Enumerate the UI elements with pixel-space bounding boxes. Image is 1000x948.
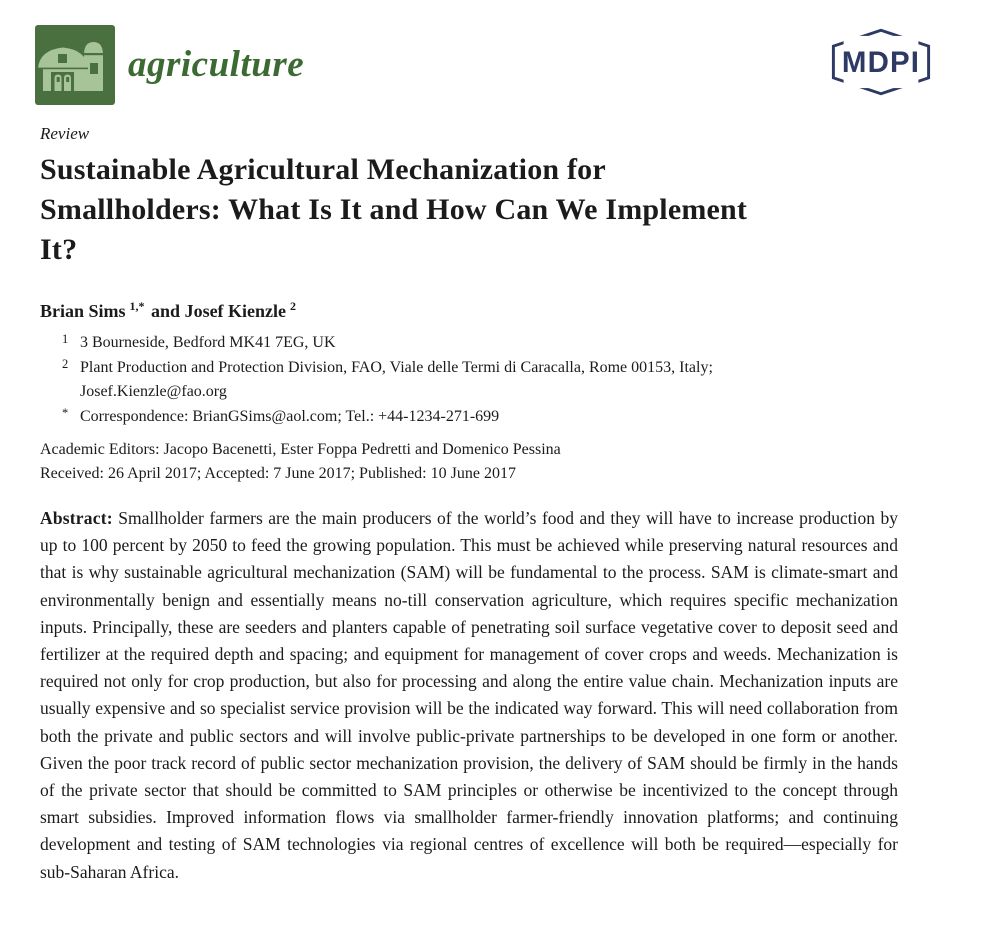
author-marker-2: 2 (290, 299, 297, 313)
author-marker-1: 1,* (129, 299, 145, 313)
publication-history-line: Received: 26 April 2017; Accepted: 7 June 2017; Published: 10 June 2017 (40, 465, 516, 482)
affiliation-text: 3 Bourneside, Bedford MK41 7EG, UK (80, 334, 336, 351)
journal-brand (35, 25, 304, 105)
authors-line (40, 299, 298, 322)
affiliation-text: Plant Production and Protection Division, FAO, Viale delle Termi di Caracalla, Rome 00153, Italy; Josef.Kienzle@fao.org (80, 358, 713, 400)
journal-name: agriculture (128, 44, 305, 85)
agriculture-barn-icon (35, 25, 115, 105)
affiliation-item (40, 356, 860, 405)
academic-editors-line: Academic Editors: Jacopo Bacenetti, Ester Foppa Pedretti and Domenico Pessina (40, 441, 561, 458)
affiliation-marker: 2 (62, 356, 69, 371)
correspondence-text: Correspondence: BrianGSims@aol.com; Tel.: +44-1234-271-699 (80, 407, 500, 425)
author-name-1: Brian Sims (40, 301, 126, 321)
abstract-paragraph (40, 505, 898, 886)
authors-connector: and (151, 301, 181, 321)
mdpi-logo (812, 28, 950, 96)
affiliation-marker: 1 (62, 332, 69, 346)
affiliations-block (40, 331, 860, 429)
affiliation-item (40, 331, 860, 356)
mdpi-wordmark: MDPI (841, 46, 921, 80)
affiliation-item (40, 405, 860, 430)
editorial-block (40, 438, 900, 486)
author-name-2: Josef Kienzle (184, 301, 287, 321)
correspondence-marker: * (62, 405, 69, 420)
article-title: Sustainable Agricultural Mechanization for Smallholders: What Is It and How Can We Implement It? (40, 153, 748, 266)
article-type-label: Review (40, 124, 90, 143)
abstract-text: Smallholder farmers are the main producers of the world’s food and they will have to increase production by up to 100 percent by 2050 to feed the growing population. This must be achieved while preserving natural resources and that is why sustainable agricultural mechanization (SAM) will be fundamental to the process. SAM is climate-smart and environmentally benign and essentially means no-till conservation agriculture, which requires specific mechanization inputs. Principally, these are seeders and planters capable of penetrating soil surface vegetative cover to deposit seed and fertilizer at the required depth and spacing; and equipment for management of cover crops and weeds. Mechanization is required not only for crop production, but also for processing and along the entire value chain. Mechanization inputs are usually expensive and so specialist service provision will be the indicated way forward. This will need collaboration from both the private and public sectors and will involve public-private partnerships to be developed in one form or another. Given the poor track record of public sector mechanization provision, the delivery of SAM should be firmly in the hands of the private sector that should be committed to SAM principles or otherwise be incentivized to the concept through smart subsidies. Improved information flows via smallholder farmer-friendly innovation platforms; and continuing development and testing of SAM technologies via regional centres of excellence will both be required—especially for sub-Saharan Africa. (40, 508, 898, 882)
abstract-label: Abstract: (40, 508, 113, 528)
